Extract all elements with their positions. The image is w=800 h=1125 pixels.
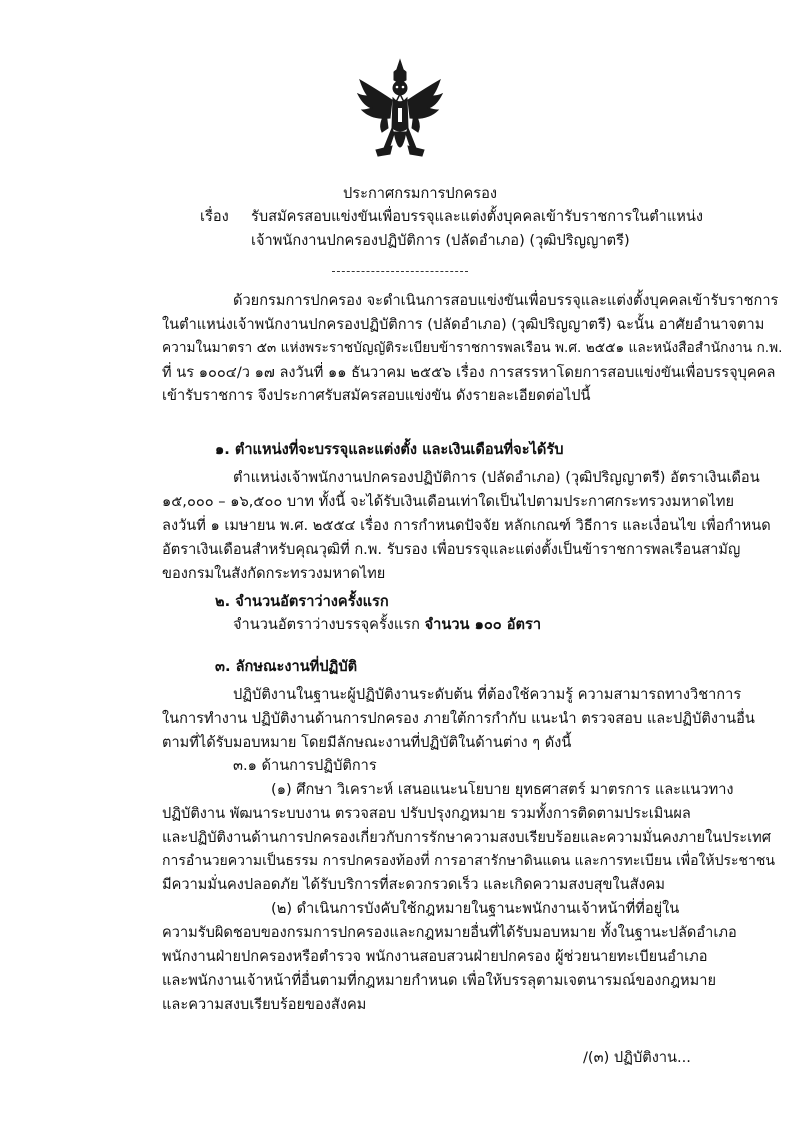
section-1-line: ของกรมในสังกัดกระทรวงมหาดไทย xyxy=(162,565,386,582)
item-1-line: การอำนวยความเป็นธรรม การปกครองท้องที่ การอาสารักษาดินแดน และการทะเบียน เพื่อให้ประชาชน xyxy=(162,853,775,869)
section-1-line: ๑๕,๐๐๐ – ๑๖,๕๐๐ บาท ทั้งนี้ จะได้รับเงินเดือนเท่าใดเป็นไปตามประกาศกระทรวงมหาดไทย xyxy=(162,493,735,510)
item-1-line: และปฏิบัติงานด้านการปกครองเกี่ยวกับการรักษาความสงบเรียบร้อยและความมั่นคงภายในประเทศ xyxy=(162,829,772,846)
section-1-line: ตำแหน่งเจ้าพนักงานปกครองปฏิบัติการ (ปลัดอำเภอ) (วุฒิปริญญาตรี) อัตราเงินเดือน xyxy=(233,469,760,486)
item-1-line: มีความมั่นคงปลอดภัย ได้รับบริการที่สะดวกรวดเร็ว และเกิดความสงบสุขในสังคม xyxy=(162,876,666,893)
subject-label: เรื่อง xyxy=(200,208,229,225)
section-1-line: ลงวันที่ ๑ เมษายน พ.ศ. ๒๕๕๔ เรื่อง การกำหนดปัจจัย หลักเกณฑ์ วิธีการ และเงื่อนไข เพื่อกำหนด xyxy=(162,517,771,534)
continuation-note: /(๓) ปฏิบัติงาน... xyxy=(583,1049,691,1066)
section-3-line: ปฏิบัติงานในฐานะผู้ปฏิบัติงานระดับต้น ที่ต้องใช้ความรู้ ความสามารถทางวิชาการ xyxy=(233,686,742,703)
section-2-line xyxy=(233,613,541,637)
section-3-line: ในการทำงาน ปฏิบัติงานด้านการปกครอง ภายใต้การกำกับ แนะนำ ตรวจสอบ และปฏิบัติงานอื่น xyxy=(162,710,755,727)
subject-line-1: รับสมัครสอบแข่งขันเพื่อบรรจุและแต่งตั้งบุคคลเข้ารับราชการในตำแหน่ง xyxy=(251,208,703,225)
vacancy-count: จำนวน ๑๐๐ อัตรา xyxy=(424,616,542,633)
intro-line: ด้วยกรมการปกครอง จะดำเนินการสอบแข่งขันเพื่อบรรจุและแต่งตั้งบุคคลเข้ารับราชการ xyxy=(233,292,779,309)
section-1-heading: ๑. ตำแหน่งที่จะบรรจุและแต่งตั้ง และเงินเดือนที่จะได้รับ xyxy=(215,441,564,458)
item-2-line: และพนักงานเจ้าหน้าที่อื่นตามที่กฎหมายกำหนด เพื่อให้บรรลุตามเจตนารมณ์ของกฎหมาย xyxy=(162,972,717,989)
section-1-line: อัตราเงินเดือนสำหรับคุณวุฒิที่ ก.พ. รับรอง เพื่อบรรจุและแต่งตั้งเป็นข้าราชการพลเรือนสามัญ xyxy=(162,541,741,558)
section-2-heading: ๒. จำนวนอัตราว่างครั้งแรก xyxy=(215,593,389,610)
intro-line: ความในมาตรา ๕๓ แห่งพระราชบัญญัติระเบียบข้าราชการพลเรือน พ.ศ. ๒๕๕๑ และหนังสือสำนักงาน ก.พ. xyxy=(162,340,783,356)
intro-line: ในตำแหน่งเจ้าพนักงานปกครองปฏิบัติการ (ปลัดอำเภอ) (วุฒิปริญญาตรี) ฉะนั้น อาศัยอำนาจตาม xyxy=(162,316,765,333)
item-1-line: ปฏิบัติงาน พัฒนาระบบงาน ตรวจสอบ ปรับปรุงกฎหมาย รวมทั้งการติดตามประเมินผล xyxy=(162,805,691,822)
item-1-line: (๑) ศึกษา วิเคราะห์ เสนอแนะนโยบาย ยุทธศาสตร์ มาตรการ และแนวทาง xyxy=(271,781,734,798)
section-3-1-heading: ๓.๑ ด้านการปฏิบัติการ xyxy=(233,757,377,774)
item-2-line: และความสงบเรียบร้อยของสังคม xyxy=(162,996,367,1013)
header-divider xyxy=(332,271,468,272)
item-2-line: พนักงานฝ่ายปกครองหรือตำรวจ พนักงานสอบสวนฝ่ายปกครอง ผู้ช่วยนายทะเบียนอำเภอ xyxy=(162,948,708,965)
subject-line-2: เจ้าพนักงานปกครองปฏิบัติการ (ปลัดอำเภอ) (วุฒิปริญญาตรี) xyxy=(251,232,630,249)
garuda-emblem-icon xyxy=(356,58,444,162)
document-title: ประกาศกรมการปกครอง xyxy=(343,185,497,202)
intro-line: เข้ารับราชการ จึงประกาศรับสมัครสอบแข่งขัน ดังรายละเอียดต่อไปนี้ xyxy=(162,387,591,404)
section-3-line: ตามที่ได้รับมอบหมาย โดยมีลักษณะงานที่ปฏิบัติในด้านต่าง ๆ ดังนี้ xyxy=(162,734,572,751)
section-3-heading: ๓. ลักษณะงานที่ปฏิบัติ xyxy=(215,658,358,675)
item-2-line: (๒) ดำเนินการบังคับใช้กฎหมายในฐานะพนักงานเจ้าหน้าที่ที่อยู่ใน xyxy=(271,900,680,917)
item-2-line: ความรับผิดชอบของกรมการปกครองและกฎหมายอื่นที่ได้รับมอบหมาย ทั้งในฐานะปลัดอำเภอ xyxy=(162,924,737,941)
intro-line: ที่ นร ๑๐๐๔/ว ๑๗ ลงวันที่ ๑๑ ธันวาคม ๒๕๕๖ เรื่อง การสรรหาโดยการสอบแข่งขันเพื่อบรรจุบุคคล xyxy=(162,364,776,381)
section-2-text: จำนวนอัตราว่างบรรจุครั้งแรก xyxy=(233,616,420,633)
